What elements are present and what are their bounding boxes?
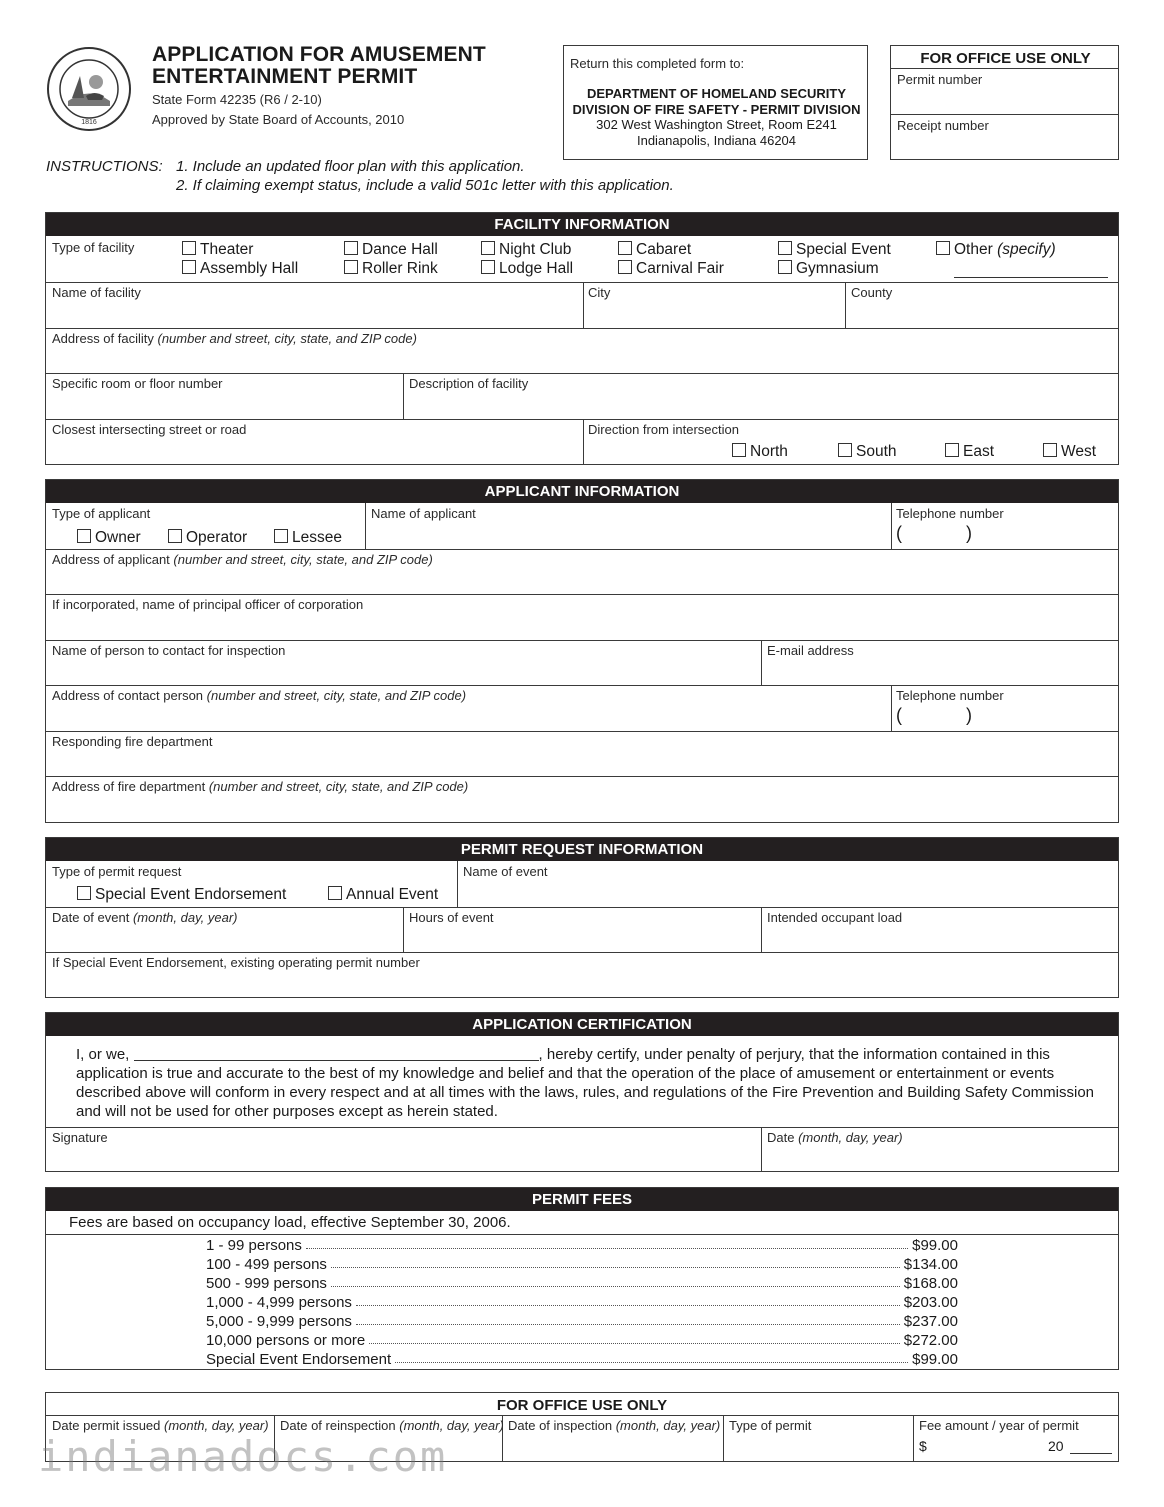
other-specify-line[interactable]: [954, 277, 1108, 278]
watermark: indianadocs.com: [38, 1432, 448, 1481]
applicant-section: APPLICANT INFORMATION Type of applicant Owner Operator Lessee Name of applicant Telephone number ( ) Address of applicant (number and street, city, state, and ZIP code) If incorporated, name of principal officer of corporation Name of person to contact for inspection E-mail address Address of contact person (number and street, city, state, and ZIP code) Telephone number ( ) Responding fire department Address of fire department (number and street, city, state, and ZIP code): [45, 479, 1119, 823]
certification-section: [45, 1012, 1119, 1172]
date-reinspection-field[interactable]: Date of reinspection (month, day, year): [280, 1418, 504, 1433]
checkbox-owner[interactable]: Owner: [77, 529, 141, 547]
room-number-field[interactable]: Specific room or floor number: [52, 376, 223, 391]
checkbox-assembly-hall[interactable]: Assembly Hall: [182, 260, 298, 278]
office-use-top: FOR OFFICE USE ONLY Permit number Receipt number: [890, 45, 1119, 160]
checkbox-west[interactable]: West: [1043, 443, 1096, 461]
contact-name-field[interactable]: Name of person to contact for inspection: [52, 643, 286, 658]
instruction-1: 1. Include an updated floor plan with this application.: [176, 158, 525, 175]
checkbox-night-club[interactable]: Night Club: [481, 241, 571, 259]
form-number: State Form 42235 (R6 / 2-10): [152, 92, 322, 107]
signature-field[interactable]: Signature: [52, 1130, 108, 1145]
checkbox-other[interactable]: Other (specify): [936, 241, 1056, 259]
facility-description-field[interactable]: Description of facility: [409, 376, 529, 391]
certification-title: APPLICATION CERTIFICATION: [46, 1013, 1118, 1036]
facility-title: FACILITY INFORMATION: [46, 213, 1118, 236]
certification-date-field[interactable]: Date (month, day, year): [767, 1130, 903, 1145]
principal-officer-field[interactable]: If incorporated, name of principal officer of corporation: [52, 597, 364, 612]
checkbox-annual-event[interactable]: Annual Event: [328, 886, 438, 904]
fire-department-address-field[interactable]: Address of fire department (number and street, city, state, and ZIP code): [52, 779, 469, 794]
return-address-box: Return this completed form to: DEPARTMENT OF HOMELAND SECURITY DIVISION OF FIRE SAFETY - PERMIT DIVISION 302 West Washington Street, Room E241 Indianapolis, Indiana 46204: [563, 45, 868, 160]
facility-section: FACILITY INFORMATION Type of facility Theater Assembly Hall Dance Hall Roller Rink Night Club Lodge Hall Cabaret Carnival Fair Special Event Gymnasium Other (specify) Name of facility City County Address of facility (number and street, city, state, and ZIP code) Specific room or floor number Description of facility Closest intersecting street or road Direction from intersection North South East West: [45, 212, 1119, 465]
checkbox-lessee[interactable]: Lessee: [274, 529, 342, 547]
existing-permit-field[interactable]: If Special Event Endorsement, existing operating permit number: [52, 955, 420, 970]
year-line[interactable]: [1070, 1453, 1112, 1454]
permit-request-section: PERMIT REQUEST INFORMATION Type of permit request Special Event Endorsement Annual Event Name of event Date of event (month, day, year) Hours of event Intended occupant load If Special Event Endorsement, existing operating permit number: [45, 837, 1119, 998]
checkbox-special-event-endorsement[interactable]: Special Event Endorsement: [77, 886, 286, 904]
applicant-name-field[interactable]: Name of applicant: [371, 506, 476, 521]
facility-city-field[interactable]: City: [588, 285, 611, 300]
event-hours-field[interactable]: Hours of event: [409, 910, 494, 925]
contact-address-field[interactable]: Address of contact person (number and street, city, state, and ZIP code): [52, 688, 467, 703]
fees-title: PERMIT FEES: [46, 1188, 1118, 1211]
facility-address-field[interactable]: Address of facility (number and street, city, state, and ZIP code): [52, 331, 417, 346]
certification-text: I, or we, , hereby certify, under penalty of perjury, that the information contained in this application is true and accurate to the best of my knowledge and belief and that the operation of the place of amusement or entertainment or events described above will conform in every respect and at all times with the laws, rules, and regulations of the Fire Prevention and Building Safety Commission and will not be used for other purposes except as herein stated.: [76, 1046, 1095, 1120]
form-title: APPLICATION FOR AMUSEMENT ENTERTAINMENT PERMIT: [152, 43, 486, 88]
applicant-phone-field[interactable]: Telephone number: [896, 506, 1004, 521]
permit-type-field[interactable]: Type of permit: [729, 1418, 812, 1433]
receipt-number-field[interactable]: Receipt number: [897, 118, 989, 133]
state-seal: [46, 46, 132, 132]
instructions-label: INSTRUCTIONS:: [46, 158, 163, 175]
permit-number-field[interactable]: Permit number: [897, 72, 983, 87]
date-issued-field[interactable]: Date permit issued (month, day, year): [52, 1418, 269, 1433]
checkbox-dance-hall[interactable]: Dance Hall: [344, 241, 438, 259]
checkbox-theater[interactable]: Theater: [182, 241, 253, 259]
fee-row: 5,000 - 9,999 persons $237.00: [206, 1313, 958, 1330]
fee-row: 10,000 persons or more $272.00: [206, 1332, 958, 1349]
checkbox-roller-rink[interactable]: Roller Rink: [344, 260, 438, 278]
email-field[interactable]: E-mail address: [767, 643, 854, 658]
fee-amount-field[interactable]: Fee amount / year of permit: [919, 1418, 1079, 1433]
date-inspection-field[interactable]: Date of inspection (month, day, year): [508, 1418, 721, 1433]
checkbox-operator[interactable]: Operator: [168, 529, 247, 547]
checkbox-north[interactable]: North: [732, 443, 788, 461]
fee-row: 1 - 99 persons $99.00: [206, 1237, 958, 1254]
applicant-address-field[interactable]: Address of applicant (number and street, city, state, and ZIP code): [52, 552, 433, 567]
checkbox-south[interactable]: South: [838, 443, 897, 461]
fee-row: 500 - 999 persons $168.00: [206, 1275, 958, 1292]
instruction-2: 2. If claiming exempt status, include a valid 501c letter with this application.: [176, 177, 674, 194]
svg-text:1816: 1816: [81, 119, 97, 126]
checkbox-gymnasium[interactable]: Gymnasium: [778, 260, 879, 278]
checkbox-special-event[interactable]: Special Event: [778, 241, 891, 259]
fire-department-field[interactable]: Responding fire department: [52, 734, 213, 749]
fees-note: Fees are based on occupancy load, effective September 30, 2006.: [69, 1214, 511, 1231]
office-use-bottom: FOR OFFICE USE ONLY Date permit issued (month, day, year) Date of reinspection (month, day, year) Date of inspection (month, day, year) Type of permit Fee amount / year of permit $ 20: [45, 1392, 1119, 1462]
fee-row: 100 - 499 persons $134.00: [206, 1256, 958, 1273]
certifier-name-line[interactable]: [134, 1060, 539, 1061]
fee-row: Special Event Endorsement $99.00: [206, 1351, 958, 1368]
checkbox-east[interactable]: East: [945, 443, 994, 461]
event-date-field[interactable]: Date of event (month, day, year): [52, 910, 238, 925]
permit-request-title: PERMIT REQUEST INFORMATION: [46, 838, 1118, 861]
facility-county-field[interactable]: County: [851, 285, 893, 300]
checkbox-lodge-hall[interactable]: Lodge Hall: [481, 260, 573, 278]
applicant-title: APPLICANT INFORMATION: [46, 480, 1118, 503]
occupant-load-field[interactable]: Intended occupant load: [767, 910, 903, 925]
facility-name-field[interactable]: Name of facility: [52, 285, 141, 300]
checkbox-carnival-fair[interactable]: Carnival Fair: [618, 260, 724, 278]
fee-row: 1,000 - 4,999 persons $203.00: [206, 1294, 958, 1311]
checkbox-cabaret[interactable]: Cabaret: [618, 241, 691, 259]
contact-phone-field[interactable]: Telephone number: [896, 688, 1004, 703]
closest-street-field[interactable]: Closest intersecting street or road: [52, 422, 247, 437]
approved-text: Approved by State Board of Accounts, 2010: [152, 112, 405, 127]
event-name-field[interactable]: Name of event: [463, 864, 548, 879]
